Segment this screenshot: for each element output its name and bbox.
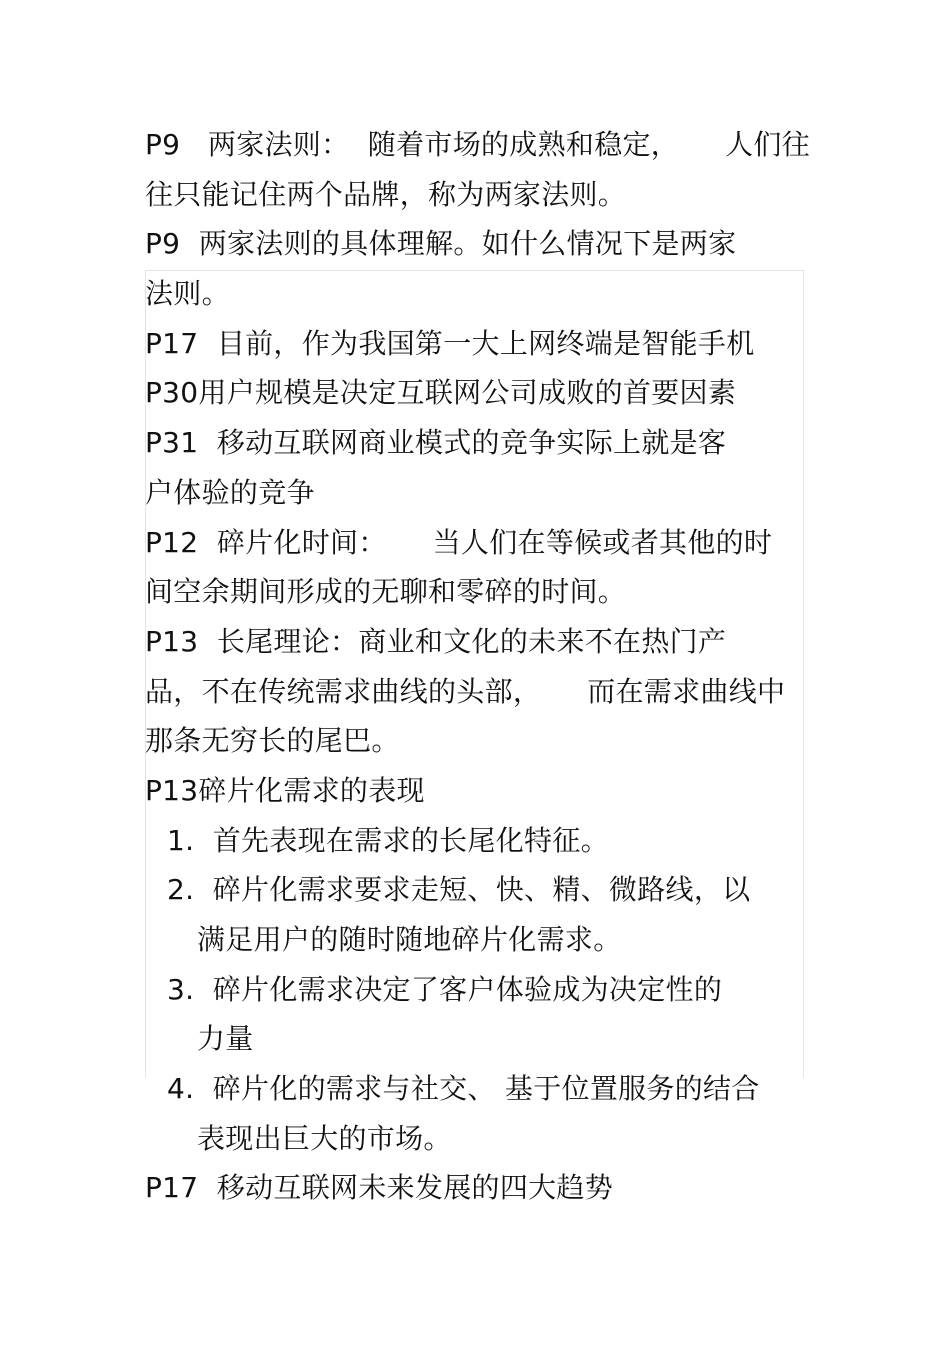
text-line: P31 移动互联网商业模式的竞争实际上就是客 [145, 426, 727, 460]
list-item: 1. 首先表现在需求的长尾化特征。 [167, 823, 609, 857]
section-heading: P13碎片化需求的表现 [145, 773, 425, 807]
list-item-continuation: 表现出巨大的市场。 [197, 1121, 452, 1155]
text-line: 户体验的竞争 [145, 475, 315, 509]
text-line: P9 两家法则的具体理解。如什么情况下是两家 [145, 227, 737, 261]
text-line: 往只能记住两个品牌，称为两家法则。 [145, 177, 627, 211]
list-item-continuation: 力量 [197, 1022, 254, 1056]
text-line: P12 碎片化时间： 当人们在等候或者其他的时 [145, 525, 773, 559]
list-item: 2. 碎片化需求要求走短、快、精、微路线，以 [167, 873, 751, 907]
document-body [145, 120, 810, 1213]
list-item: 3. 碎片化需求决定了客户体验成为决定性的 [167, 972, 723, 1006]
text-line: 间空余期间形成的无聊和零碎的时间。 [145, 575, 627, 609]
text-line: 法则。 [145, 277, 230, 311]
text-line: 品，不在传统需求曲线的头部， 而在需求曲线中 [145, 674, 786, 708]
text-line: 那条无穷长的尾巴。 [145, 724, 400, 758]
list-item: 4. 碎片化的需求与社交、 基于位置服务的结合 [167, 1072, 760, 1106]
text-line: P9 两家法则： 随着市场的成熟和稳定， 人们往 [145, 128, 811, 161]
list-item-continuation: 满足用户的随时随地碎片化需求。 [197, 923, 622, 956]
text-line: P17 移动互联网未来发展的四大趋势 [145, 1171, 614, 1205]
text-line: P17 目前，作为我国第一大上网终端是智能手机 [145, 326, 755, 360]
text-line: P13 长尾理论：商业和文化的未来不在热门产 [145, 624, 727, 658]
text-line: P30用户规模是决定互联网公司成败的首要因素 [145, 376, 737, 410]
